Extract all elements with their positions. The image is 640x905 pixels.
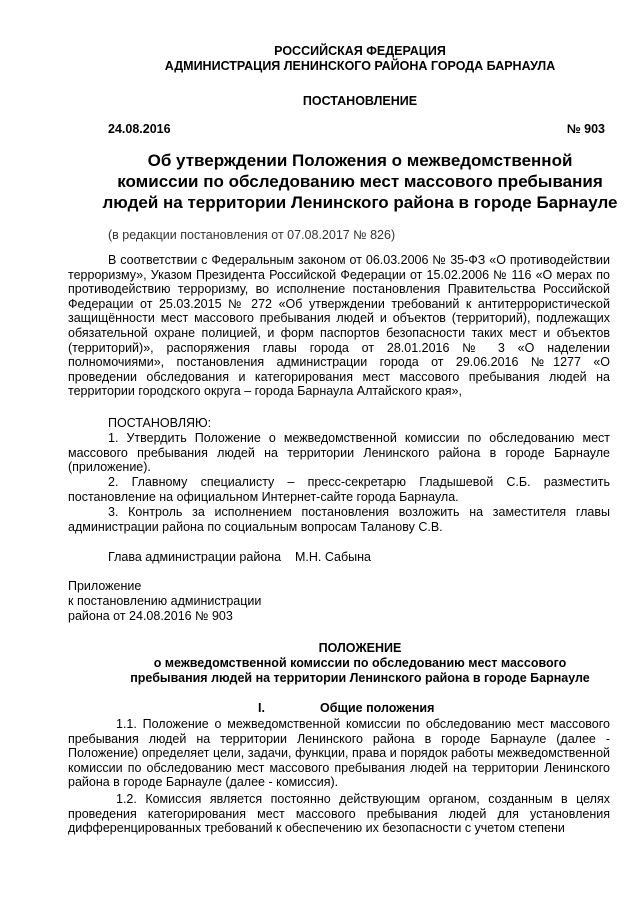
preamble-paragraph: В соответствии с Федеральным законом от 06.03.2006 № 35-ФЗ «О противодействии терроризму», Указом Президента Российской Федерации от 15.02.2006 № 116 «О мерах по противодействию терроризму, во исполнение постановления Правительства Российской Федерации от 25.03.2015 № 272 «Об утверждении требований к антитеррористической защищённости мест массового пребывания людей и объектов (территорий), подлежащих обязательной охране полицией, и форм паспортов безопасности таких мест и объектов (территорий)», распоряжения главы города от 28.01.2016 № 3 «О наделении полномочиями», постановления администрации города от 29.06.2016 №1277 «О проведении обследования и категорирования мест массового пребывания людей на территории городского округа – города Барнаула Алтайского края», [68, 253, 610, 399]
title-line-1: Об утверждении Положения о межведомственной [147, 151, 573, 170]
decree-word: ПОСТАНОВЛЯЮ: [108, 416, 212, 430]
regulation-subtitle-2: пребывания людей на территории Ленинского района в городе Барнауле [130, 671, 590, 685]
document-type: ПОСТАНОВЛЕНИЕ [302, 94, 418, 108]
regulation-paragraph-1-2: 1.2. Комиссия является постоянно действующим органом, созданным в целях проведения категорирования мест массового пребывания людей для установления дифференцированных требований к обеспечению их безопасности с учетом степени [68, 792, 610, 836]
revision-note: (в редакции постановления от 07.08.2017 № 826) [108, 228, 396, 242]
regulation-subtitle-1: о межведомственной комиссии по обследованию мест массового [153, 656, 567, 670]
clause-2: 2. Главному специалисту – пресс-секретарю Гладышевой С.Б. разместить постановление на официальном Интернет-сайте города Барнаула. [68, 475, 610, 504]
appendix-label: Приложение [68, 579, 142, 593]
title-line-2: комиссии по обследованию мест массового пребывания [117, 172, 603, 191]
regulation-paragraph-1-1: 1.1. Положение о межведомственной комиссии по обследованию мест массового пребывания людей на территории Ленинского района в городе Барнауле (далее - Положение) определяет цели, задачи, функции, права и порядок работы межведомственной комиссии по обследованию мест массового пребывания людей на территории Ленинского района в городе Барнауле (далее - комиссия). [68, 717, 610, 790]
administration-name: АДМИНИСТРАЦИЯ ЛЕНИНСКОГО РАЙОНА ГОРОДА БАРНАУЛА [164, 59, 556, 73]
clause-1: 1. Утвердить Положение о межведомственной комиссии по обследованию мест массового пребывания людей на территории Ленинского района в городе Барнауле (приложение). [68, 431, 610, 475]
signature-line: Глава администрации района М.Н. Сабына [108, 550, 371, 564]
clause-3: 3. Контроль за исполнением постановления возложить на заместителя главы администрации района по социальным вопросам Таланову С.В. [68, 505, 610, 534]
document-date: 24.08.2016 [108, 122, 171, 136]
regulation-heading: ПОЛОЖЕНИЕ [318, 641, 402, 655]
country-name: РОССИЙСКАЯ ФЕДЕРАЦИЯ [274, 44, 446, 58]
section-title: Общие положения [320, 701, 435, 715]
appendix-date: района от 24.08.2016 № 903 [68, 609, 233, 623]
appendix-reference: к постановлению администрации [68, 594, 262, 608]
document-number: № 903 [566, 122, 605, 136]
section-number: I. [258, 701, 265, 715]
title-line-3: людей на территории Ленинского района в городе Барнауле [102, 193, 618, 212]
